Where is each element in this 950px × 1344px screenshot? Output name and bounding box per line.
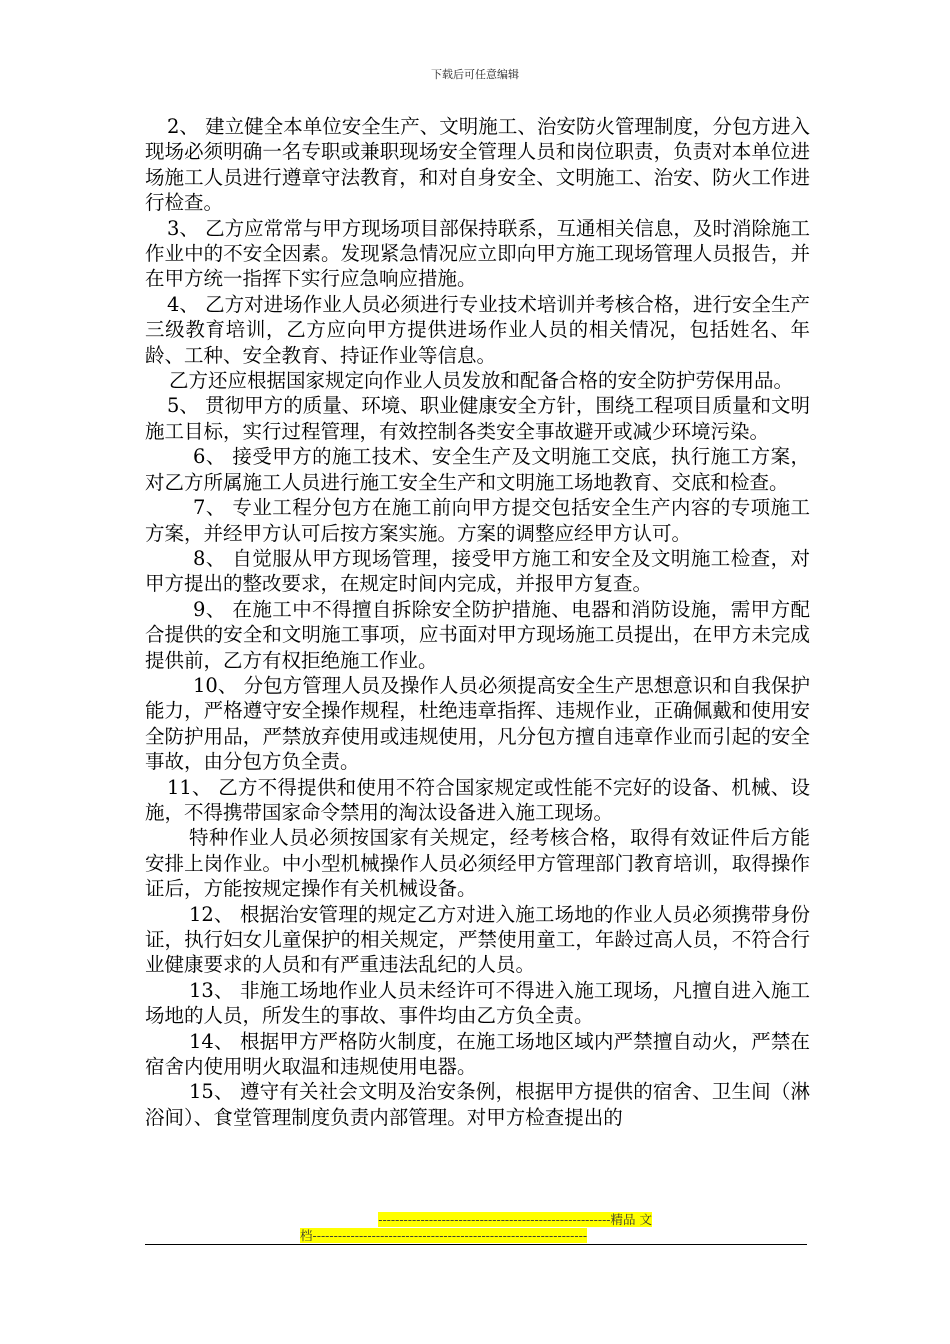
clause-paragraph: 15、 遵守有关社会文明及治安条例，根据甲方提供的宿舍、卫生间（淋浴间）、食堂管理制度负责内部管理。对甲方检查提出的 — [145, 1080, 810, 1129]
footer-watermark-line1: -------------------------------------------------------精品 文 — [378, 1212, 652, 1227]
clause-paragraph: 10、 分包方管理人员及操作人员必须提高安全生产思想意识和自我保护能力，严格遵守安全操作规程，杜绝违章指挥、违规作业，正确佩戴和使用安全防护用品，严禁放弃使用或违规使用，凡分包方擅自违章作业而引起的安全事故，由分包方负全责。 — [145, 673, 810, 774]
clause-paragraph: 4、 乙方对进场作业人员必须进行专业技术培训并考核合格，进行安全生产三级教育培训，乙方应向甲方提供进场作业人员的相关情况，包括姓名、年龄、工种、安全教育、持证作业等信息。 — [145, 292, 810, 367]
footer-watermark — [300, 1212, 652, 1244]
clause-paragraph: 14、 根据甲方严格防火制度，在施工场地区域内严禁擅自动火，严禁在宿舍内使用明火取温和违规使用电器。 — [145, 1029, 810, 1079]
footer-watermark-line2: 档----------------------------------------------------------------- — [300, 1228, 588, 1243]
clause-paragraph: 13、 非施工场地作业人员未经许可不得进入施工现场，凡擅自进入施工场地的人员，所发生的事故、事件均由乙方负全责。 — [145, 978, 810, 1028]
clause-paragraph: 9、 在施工中不得擅自拆除安全防护措施、电器和消防设施，需甲方配合提供的安全和文明施工事项，应书面对甲方现场施工员提出，在甲方未完成提供前，乙方有权拒绝施工作业。 — [145, 597, 810, 672]
clause-paragraph: 乙方还应根据国家规定向作业人员发放和配备合格的安全防护劳保用品。 — [169, 369, 794, 393]
clause-paragraph: 3、 乙方应常常与甲方现场项目部保持联系，互通相关信息，及时消除施工作业中的不安全因素。发现紧急情况应立即向甲方施工现场管理人员报告，并在甲方统一指挥下实行应急响应措施。 — [145, 216, 810, 291]
document-body — [145, 114, 810, 1130]
clause-paragraph: 7、 专业工程分包方在施工前向甲方提交包括安全生产内容的专项施工方案，并经甲方认可后按方案实施。方案的调整应经甲方认可。 — [145, 496, 810, 545]
clause-paragraph: 2、 建立健全本单位安全生产、文明施工、治安防火管理制度，分包方进入现场必须明确一名专职或兼职现场安全管理人员和岗位职责，负责对本单位进场施工人员进行遵章守法教育，和对自身安全、文明施工、治安、防火工作进行检查。 — [145, 115, 810, 215]
clause-paragraph: 特种作业人员必须按国家有关规定，经考核合格，取得有效证件后方能安排上岗作业。中小型机械操作人员必须经甲方管理部门教育培训，取得操作证后，方能按规定操作有关机械设备。 — [145, 826, 810, 901]
clause-paragraph: 11、 乙方不得提供和使用不符合国家规定或性能不完好的设备、机械、设施，不得携带国家命令禁用的淘汰设备进入施工现场。 — [145, 775, 810, 824]
clause-paragraph: 8、 自觉服从甲方现场管理，接受甲方施工和安全及文明施工检查，对甲方提出的整改要求，在规定时间内完成，并报甲方复查。 — [145, 546, 810, 596]
clause-paragraph: 12、 根据治安管理的规定乙方对进入施工场地的作业人员必须携带身份证，执行妇女儿童保护的相关规定，严禁使用童工，年龄过高人员，不符合行业健康要求的人员和有严重违法乱纪的人员。 — [145, 902, 810, 977]
page-header-note: 下载后可任意编辑 — [431, 68, 519, 81]
clause-paragraph: 6、 接受甲方的施工技术、安全生产及文明施工交底，执行施工方案，对乙方所属施工人员进行施工安全生产和文明施工场地教育、交底和检查。 — [145, 445, 810, 494]
footer-divider — [145, 1244, 807, 1245]
clause-paragraph: 5、 贯彻甲方的质量、环境、职业健康安全方针，围绕工程项目质量和文明施工目标，实行过程管理，有效控制各类安全事故避开或减少环境污染。 — [145, 394, 810, 443]
